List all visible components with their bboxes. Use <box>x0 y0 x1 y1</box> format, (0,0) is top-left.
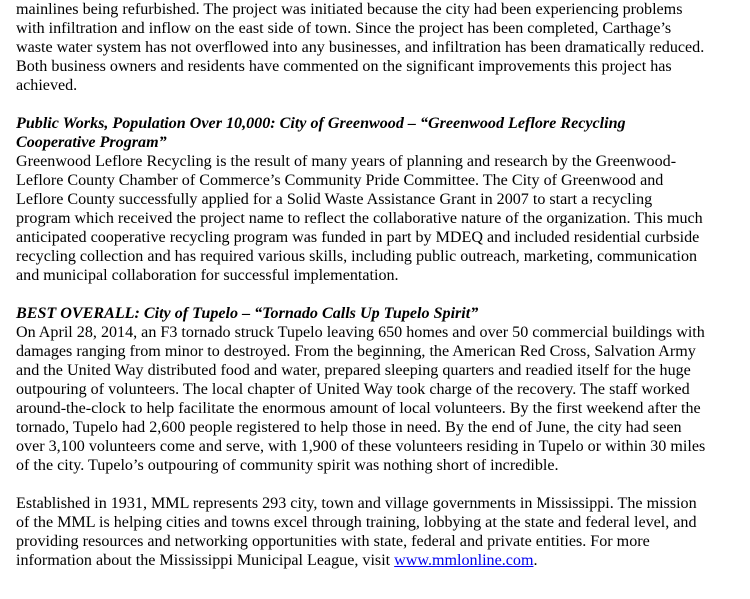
link-lead-text: information about the Mississippi Municipal League, visit <box>16 552 395 569</box>
mml-paragraph <box>16 494 744 570</box>
paragraph-line: over 3,100 volunteers come and serve, with 1,900 of these volunteers residing in Tupelo or within 30 miles <box>16 438 706 455</box>
paragraph-line: waste water system has not overflowed into any businesses, and infiltration has been dramatically reduced. <box>16 39 705 56</box>
paragraph-line: Leflore County Chamber of Commerce’s Community Pride Committee. The City of Greenwood and <box>16 172 664 189</box>
paragraph-line: of the MML is helping cities and towns excel through training, lobbying at the state and federal level, and <box>16 514 697 531</box>
paragraph-line: Leflore County successfully applied for a Solid Waste Assistance Grant in 2007 to start a recycling <box>16 191 653 208</box>
paragraph-line: On April 28, 2014, an F3 tornado struck Tupelo leaving 650 homes and over 50 commercial buildings with <box>16 324 705 341</box>
paragraph-spacer <box>16 285 744 304</box>
paragraph-spacer <box>16 475 744 494</box>
section-heading: Public Works, Population Over 10,000: City of Greenwood – “Greenwood Leflore Recycling <box>16 115 626 132</box>
paragraph-line: and municipal collaboration for successful implementation. <box>16 267 399 284</box>
paragraph-line: and the United Way distributed food and water, prepared sleeping quarters and readied itself for the huge <box>16 362 691 379</box>
tupelo-section <box>16 304 744 475</box>
document-page <box>16 0 744 570</box>
paragraph-line: with infiltration and inflow on the east side of town. Since the project has been completed, Carthage’s <box>16 20 672 37</box>
paragraph-line: anticipated cooperative recycling program was funded in part by MDEQ and included residential curbside <box>16 229 700 246</box>
sentence-end: . <box>533 552 538 569</box>
section-heading: Cooperative Program” <box>16 134 167 151</box>
section-heading: BEST OVERALL: City of Tupelo – “Tornado Calls Up Tupelo Spirit” <box>16 305 479 322</box>
paragraph-line: program which received the project name to reflect the collaborative nature of the organization. This much <box>16 210 703 227</box>
paragraph-spacer <box>16 95 744 114</box>
paragraph-line: achieved. <box>16 77 78 94</box>
paragraph-line: damages ranging from minor to destroyed. From the beginning, the American Red Cross, Salvation Army <box>16 343 696 360</box>
paragraph-line: outpouring of volunteers. The local chapter of United Way took charge of the recovery. The staff worked <box>16 381 690 398</box>
paragraph-line: Established in 1931, MML represents 293 city, town and village governments in Mississippi. The mission <box>16 495 697 512</box>
paragraph-line: around-the-clock to help facilitate the enormous amount of local volunteers. By the first weekend after the <box>16 400 701 417</box>
greenwood-section <box>16 114 744 285</box>
paragraph-line: Greenwood Leflore Recycling is the result of many years of planning and research by the Greenwood- <box>16 153 677 170</box>
paragraph-line-with-link <box>16 551 744 570</box>
mml-website-link[interactable]: www.mmlonline.com <box>394 552 534 569</box>
paragraph-line: recycling collection and has required various skills, including public outreach, marketing, communication <box>16 248 698 265</box>
paragraph-line: providing resources and networking opportunities with state, federal and private entities. For more <box>16 533 650 550</box>
paragraph-line: of the city. Tupelo’s outpouring of community spirit was nothing short of incredible. <box>16 457 559 474</box>
paragraph-line: tornado, Tupelo had 2,600 people registered to help those in need. By the end of June, the city had seen <box>16 419 682 436</box>
paragraph-line: Both business owners and residents have commented on the significant improvements this project has <box>16 58 672 75</box>
intro-paragraph <box>16 0 744 95</box>
paragraph-line: mainlines being refurbished. The project was initiated because the city had been experiencing problems <box>16 1 683 18</box>
